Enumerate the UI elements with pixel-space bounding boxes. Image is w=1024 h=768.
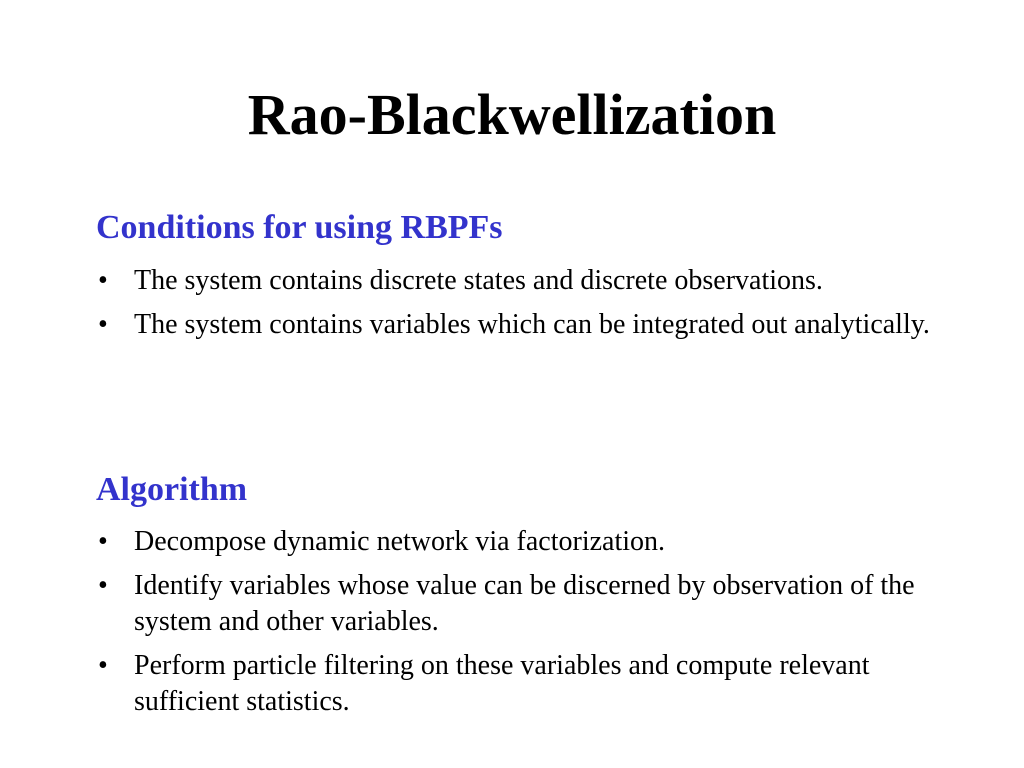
bullet-text: Identify variables whose value can be discerned by observation of the system and other variables. bbox=[134, 570, 915, 637]
bullet-item bbox=[96, 263, 956, 299]
bullet-text: The system contains discrete states and discrete observations. bbox=[134, 265, 823, 296]
algorithm-bullet-list bbox=[96, 524, 956, 728]
bullet-dot-icon: • bbox=[98, 265, 108, 296]
bullet-dot-icon: • bbox=[98, 309, 108, 340]
section-heading-conditions: Conditions for using RBPFs bbox=[96, 209, 503, 246]
bullet-item bbox=[96, 648, 956, 720]
bullet-dot-icon: • bbox=[98, 526, 108, 557]
bullet-item bbox=[96, 568, 956, 640]
conditions-bullet-list bbox=[96, 263, 956, 351]
bullet-dot-icon: • bbox=[98, 570, 108, 601]
bullet-text: The system contains variables which can be integrated out analytically. bbox=[134, 309, 930, 340]
section-heading-algorithm: Algorithm bbox=[96, 471, 248, 508]
bullet-dot-icon: • bbox=[98, 650, 108, 681]
slide-title: Rao-Blackwellization bbox=[247, 82, 777, 147]
bullet-text: Decompose dynamic network via factorization. bbox=[134, 526, 666, 557]
bullet-item bbox=[96, 524, 956, 560]
bullet-text: Perform particle filtering on these variables and compute relevant sufficient statistics. bbox=[134, 650, 870, 717]
bullet-item bbox=[96, 307, 956, 343]
